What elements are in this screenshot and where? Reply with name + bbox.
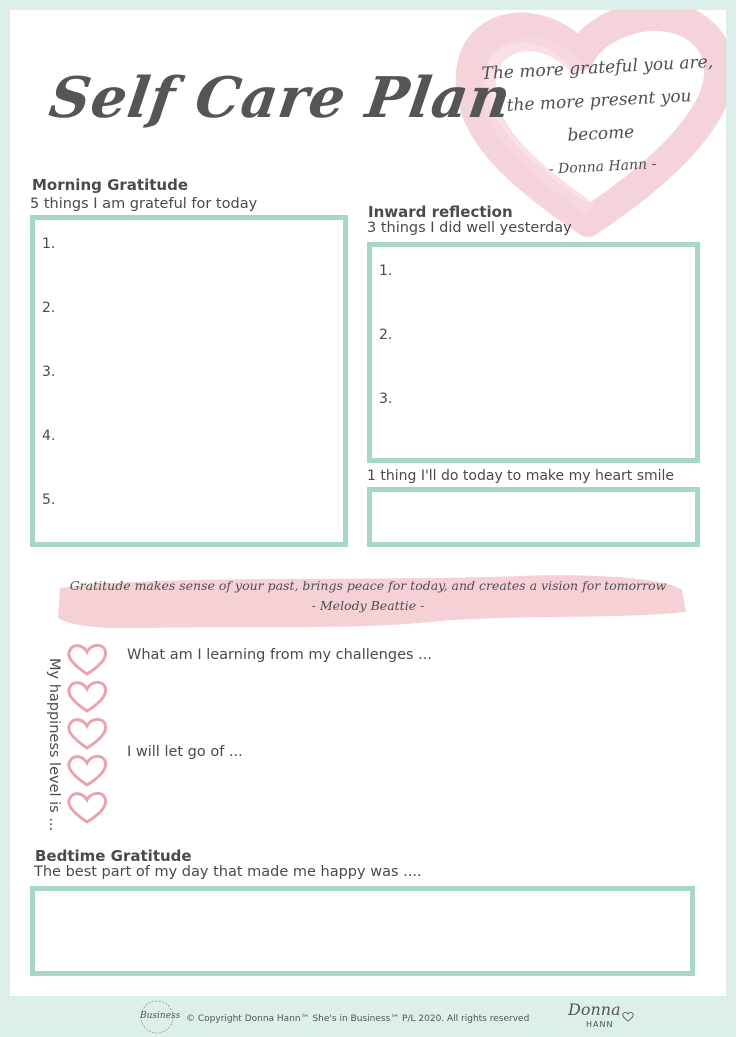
heart-icon (69, 682, 106, 711)
donna-logo-bottom: HANN (586, 1020, 614, 1029)
list-number: 1. (379, 263, 393, 279)
happiness-label: My happiness level is ... (46, 658, 62, 832)
heart-icon (69, 719, 106, 748)
bedtime-heading: Bedtime Gratitude (35, 847, 192, 865)
middle-quote-text: Gratitude makes sense of your past, brings peace for today, and creates a vision for tomorrow (69, 578, 667, 593)
footer (0, 996, 736, 1037)
top-quote-author: - Donna Hann - (548, 156, 657, 178)
morning-gratitude-box[interactable] (30, 215, 348, 547)
happiness-hearts[interactable] (64, 640, 110, 830)
top-quote-line: The more grateful you are, (481, 52, 714, 85)
heart-icon (622, 1011, 634, 1022)
heart-icon (69, 793, 106, 822)
bedtime-gratitude-box[interactable] (30, 886, 695, 976)
heart-smile-box[interactable] (367, 487, 700, 547)
list-number: 2. (379, 327, 393, 343)
business-logo-text: Business (140, 1011, 181, 1021)
list-number: 4. (42, 428, 56, 444)
worksheet-page (10, 10, 726, 996)
middle-quote-author: - Melody Beattie - (311, 598, 425, 613)
list-number: 5. (42, 492, 56, 508)
middle-quote (10, 576, 726, 616)
morning-subtitle: 5 things I am grateful for today (30, 196, 258, 212)
list-number: 1. (42, 236, 56, 252)
inward-reflection-box[interactable] (367, 242, 700, 463)
page-title: Self Care Plan (45, 65, 516, 131)
top-quote-line: the more present you become (506, 86, 693, 146)
smile-prompt: 1 thing I'll do today to make my heart smile (367, 468, 675, 484)
let-go-prompt: I will let go of ... (127, 744, 243, 760)
donna-logo-top: Donna (568, 1000, 621, 1019)
inward-heading: Inward reflection (368, 203, 513, 221)
list-number: 3. (379, 391, 393, 407)
morning-heading: Morning Gratitude (32, 176, 188, 194)
copyright-text: © Copyright Donna Hann™ She's in Business™ P/L 2020. All rights reserved (186, 1014, 530, 1024)
heart-icon (69, 645, 106, 674)
list-number: 3. (42, 364, 56, 380)
challenges-prompt: What am I learning from my challenges ... (127, 647, 432, 663)
bedtime-subtitle: The best part of my day that made me happy was .... (34, 864, 422, 880)
inward-subtitle: 3 things I did well yesterday (367, 220, 572, 236)
heart-icon (69, 756, 106, 785)
top-quote (477, 46, 724, 190)
list-number: 2. (42, 300, 56, 316)
